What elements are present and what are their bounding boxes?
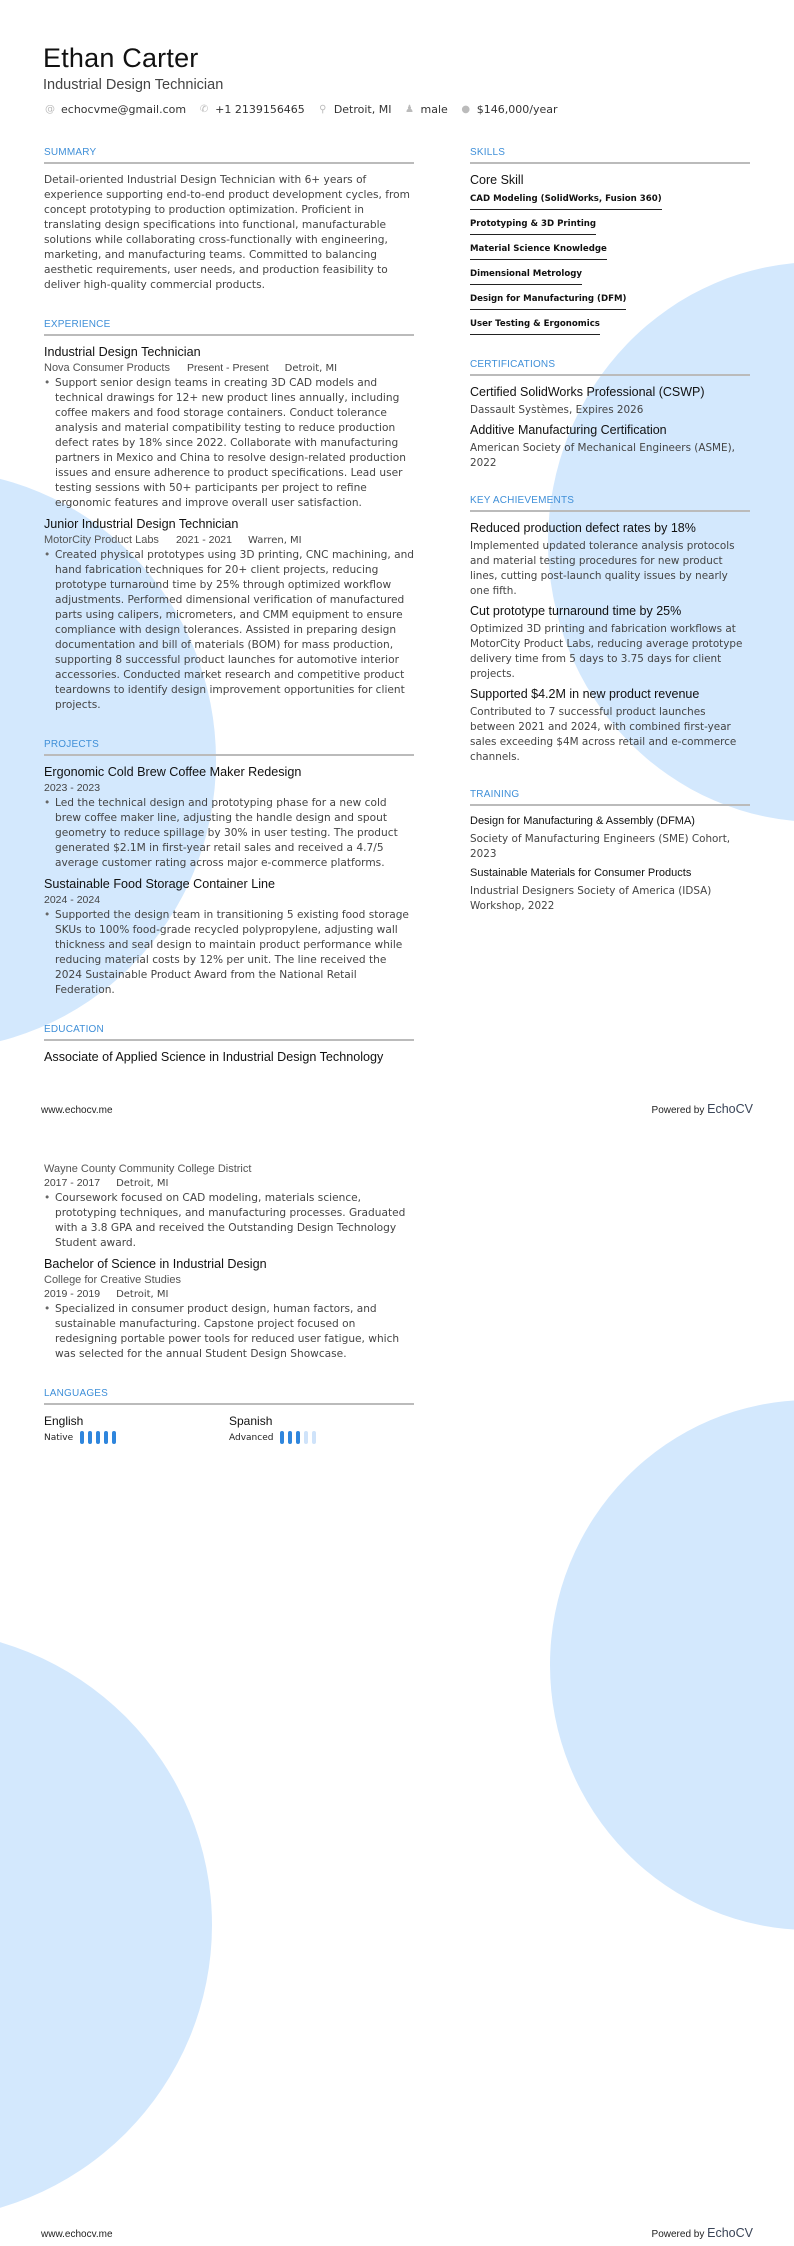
echocv-brand: EchoCV bbox=[707, 2226, 753, 2240]
education-school-row bbox=[44, 1163, 414, 1175]
achievement-desc: Implemented updated tolerance analysis protocols and material testing procedures for new product lines, cutting post-launch quality issues by nearly one fifth. bbox=[470, 540, 735, 597]
echocv-brand: EchoCV bbox=[707, 1102, 753, 1116]
project-item bbox=[44, 877, 414, 998]
footer-website-link[interactable]: www.echocv.me bbox=[41, 1105, 113, 1116]
skills-section bbox=[470, 147, 750, 341]
powered-by-label: Powered by bbox=[651, 1105, 705, 1116]
language-level: Advanced bbox=[229, 1432, 274, 1443]
bullet-icon: • bbox=[44, 797, 51, 809]
education-location: Detroit, MI bbox=[116, 1289, 169, 1300]
phone-icon: ✆ bbox=[199, 104, 209, 115]
languages-heading: LANGUAGES bbox=[44, 1388, 414, 1405]
contact-bar bbox=[45, 103, 571, 116]
education-meta bbox=[44, 1288, 414, 1300]
education-section-continued bbox=[44, 1163, 414, 1362]
projects-heading: PROJECTS bbox=[44, 739, 414, 756]
job-bullet-text: Created physical prototypes using 3D printing, CNC machining, and hand fabrication techniques for 20+ client projects, reducing prototype turnaround time by 25% through optimized workflow adjustments. Performed dimensional verification of manufactured parts using calipers, micrometers, and CMM equipment to ensure compliance with design tolerances. Assisted in preparing design documentation and bill of materials (BOM) for mass production, supporting 8 successful product launches for automotive interior accessories. Conducted market research and competitive product teardowns to identify design improvement opportunities for client projects. bbox=[55, 549, 415, 711]
education-dates: 2019 - 2019 bbox=[44, 1288, 101, 1300]
bullet-icon: • bbox=[44, 1192, 51, 1204]
language-name: Spanish bbox=[229, 1414, 273, 1428]
language-level-row bbox=[44, 1431, 229, 1444]
education-dates: 2017 - 2017 bbox=[44, 1177, 101, 1189]
contact-location-text: Detroit, MI bbox=[333, 103, 392, 116]
achievement-title: Reduced production defect rates by 18% bbox=[470, 521, 696, 535]
project-dates: 2024 - 2024 bbox=[44, 894, 101, 906]
school-name: College for Creative Studies bbox=[44, 1274, 181, 1286]
proficiency-bar-empty bbox=[304, 1431, 308, 1444]
project-dates: 2023 - 2023 bbox=[44, 782, 101, 794]
skill-chip: CAD Modeling (SolidWorks, Fusion 360) bbox=[470, 191, 662, 210]
summary-section bbox=[44, 147, 414, 293]
left-column-continued bbox=[44, 1163, 414, 1444]
candidate-title: Industrial Design Technician bbox=[43, 77, 224, 93]
footer-powered-by[interactable] bbox=[652, 1102, 753, 1116]
proficiency-bar-filled bbox=[288, 1431, 292, 1444]
project-meta bbox=[44, 894, 414, 906]
skills-group-title: Core Skill bbox=[470, 173, 524, 187]
certifications-section bbox=[470, 359, 750, 471]
location-pin-icon: ⚲ bbox=[319, 104, 327, 115]
education-item bbox=[44, 1163, 414, 1251]
contact-gender-text: male bbox=[420, 103, 448, 116]
job-dates: Present - Present bbox=[186, 362, 269, 374]
education-meta bbox=[44, 1177, 414, 1189]
training-section bbox=[470, 789, 750, 914]
education-bullet bbox=[44, 1191, 414, 1251]
project-item bbox=[44, 765, 414, 871]
education-bullet-text: Coursework focused on CAD modeling, materials science, prototyping techniques, and manufacturing processes. Graduated with a 3.8 GPA and received the Outstanding Design Technology Student award. bbox=[55, 1192, 406, 1249]
experience-heading: EXPERIENCE bbox=[44, 319, 414, 336]
education-bullet bbox=[44, 1302, 414, 1362]
training-org: Society of Manufacturing Engineers (SME) Cohort, 2023 bbox=[470, 833, 731, 860]
dollar-icon: ● bbox=[461, 104, 471, 115]
certification-issuer: American Society of Mechanical Engineers (ASME), 2022 bbox=[470, 442, 735, 469]
achievement-desc: Optimized 3D printing and fabrication workflows at MotorCity Product Labs, reducing average prototype delivery time from 5 days to 3.75 days for client projects. bbox=[470, 623, 743, 680]
company-name: MotorCity Product Labs bbox=[44, 534, 159, 546]
skill-chip: Material Science Knowledge bbox=[470, 241, 607, 260]
contact-salary bbox=[461, 103, 558, 116]
footer-powered-by[interactable] bbox=[652, 2226, 753, 2240]
proficiency-bar-empty bbox=[312, 1431, 316, 1444]
contact-email[interactable] bbox=[45, 103, 186, 116]
job-location: Warren, MI bbox=[248, 535, 302, 546]
decorative-circle-right bbox=[550, 1400, 794, 1930]
training-title: Sustainable Materials for Consumer Products bbox=[470, 867, 692, 879]
education-bullet-text: Specialized in consumer product design, human factors, and sustainable manufacturing. Capstone project focused on redesigning portable power tools for reduced user fatigue, which was selected for the annual Student Design Showcase. bbox=[55, 1303, 400, 1360]
project-bullet-text: Supported the design team in transitioning 5 existing food storage SKUs to 100% food-grade recycled polypropylene, adjusting wall thickness and seal design to maintain product performance while reducing material costs by 12% per unit. The line received the 2024 Sustainable Product Award from the National Retail Federation. bbox=[55, 909, 409, 996]
proficiency-bar-filled bbox=[280, 1431, 284, 1444]
right-column bbox=[470, 147, 750, 919]
job-bullet-text: Support senior design teams in creating 3D CAD models and technical drawings for 12+ new product lines annually, including coffee makers and food storage containers. Conduct tolerance analysis and material compatibility testing to reduce production defect rates by 18% since 2022. Collaborate with manufacturing partners in Mexico and China to resolve design-related production issues and ensure adherence to product specifications. Lead user testing sessions with 50+ participants per project to refine ergonomic features and improve overall user satisfaction. bbox=[55, 377, 406, 509]
project-bullet bbox=[44, 908, 414, 998]
proficiency-bars bbox=[280, 1431, 320, 1444]
resume-page-2 bbox=[0, 1123, 794, 2246]
degree-title: Associate of Applied Science in Industrial Design Technology bbox=[44, 1050, 384, 1064]
school-name: Wayne County Community College District bbox=[44, 1163, 252, 1175]
achievement-title: Supported $4.2M in new product revenue bbox=[470, 687, 700, 701]
project-bullet bbox=[44, 796, 414, 871]
achievements-heading: KEY ACHIEVEMENTS bbox=[470, 495, 750, 512]
experience-item bbox=[44, 517, 414, 713]
certification-issuer: Dassault Systèmes, Expires 2026 bbox=[470, 404, 644, 416]
job-title: Industrial Design Technician bbox=[44, 345, 201, 359]
training-title: Design for Manufacturing & Assembly (DFMA) bbox=[470, 815, 695, 827]
candidate-name: Ethan Carter bbox=[43, 43, 199, 73]
skill-chip: Design for Manufacturing (DFM) bbox=[470, 291, 626, 310]
bullet-icon: • bbox=[44, 1303, 51, 1315]
contact-gender bbox=[404, 103, 447, 116]
education-item bbox=[44, 1257, 414, 1362]
degree-title: Bachelor of Science in Industrial Design bbox=[44, 1257, 267, 1271]
education-location: Detroit, MI bbox=[116, 1178, 169, 1189]
experience-item bbox=[44, 345, 414, 511]
experience-section bbox=[44, 319, 414, 713]
language-level: Native bbox=[44, 1432, 74, 1443]
bullet-icon: • bbox=[44, 377, 51, 389]
contact-email-text: echocvme@gmail.com bbox=[61, 103, 187, 116]
languages-list bbox=[44, 1414, 414, 1444]
training-heading: TRAINING bbox=[470, 789, 750, 806]
skill-chip: User Testing & Ergonomics bbox=[470, 316, 600, 335]
proficiency-bars bbox=[80, 1431, 120, 1444]
job-bullet bbox=[44, 548, 414, 713]
person-icon: ♟ bbox=[405, 104, 414, 115]
language-item bbox=[229, 1414, 414, 1444]
achievements-section bbox=[470, 495, 750, 765]
certification-title: Additive Manufacturing Certification bbox=[470, 423, 667, 437]
projects-section bbox=[44, 739, 414, 998]
education-section bbox=[44, 1024, 414, 1064]
skills-list bbox=[470, 191, 750, 341]
project-title: Ergonomic Cold Brew Coffee Maker Redesign bbox=[44, 765, 302, 779]
job-title: Junior Industrial Design Technician bbox=[44, 517, 239, 531]
contact-location bbox=[318, 103, 392, 116]
proficiency-bar-filled bbox=[112, 1431, 116, 1444]
proficiency-bar-filled bbox=[104, 1431, 108, 1444]
job-meta bbox=[44, 362, 414, 374]
education-heading: EDUCATION bbox=[44, 1024, 414, 1041]
contact-phone-text: +1 2139156465 bbox=[215, 103, 305, 116]
language-item bbox=[44, 1414, 229, 1444]
education-school-row bbox=[44, 1274, 414, 1286]
bullet-icon: • bbox=[44, 549, 51, 561]
proficiency-bar-filled bbox=[80, 1431, 84, 1444]
language-name: English bbox=[44, 1414, 84, 1428]
footer-website-link[interactable]: www.echocv.me bbox=[41, 2229, 113, 2240]
achievement-title: Cut prototype turnaround time by 25% bbox=[470, 604, 682, 618]
summary-text: Detail-oriented Industrial Design Technician with 6+ years of experience supporting end-to-end product development cycles, from concept prototyping to production optimization. Proficient in translating design specifications into functional, manufacturable solutions while collaborating cross-functionally with engineering, marketing, and manufacturing teams. Committed to balancing aesthetic requirements, user needs, and production feasibility to deliver high-quality commercial products. bbox=[44, 174, 410, 291]
contact-salary-text: $146,000/year bbox=[476, 103, 558, 116]
company-name: Nova Consumer Products bbox=[44, 362, 170, 374]
decorative-circle-left bbox=[0, 1630, 212, 2220]
certifications-heading: CERTIFICATIONS bbox=[470, 359, 750, 376]
project-meta bbox=[44, 782, 414, 794]
training-org: Industrial Designers Society of America (IDSA) Workshop, 2022 bbox=[470, 885, 712, 912]
job-meta bbox=[44, 534, 414, 546]
powered-by-label: Powered by bbox=[651, 2229, 705, 2240]
left-column bbox=[44, 147, 414, 1067]
certification-title: Certified SolidWorks Professional (CSWP) bbox=[470, 385, 705, 399]
job-dates: 2021 - 2021 bbox=[175, 534, 232, 546]
summary-heading: SUMMARY bbox=[44, 147, 414, 164]
project-title: Sustainable Food Storage Container Line bbox=[44, 877, 276, 891]
at-icon: @ bbox=[45, 104, 55, 115]
project-bullet-text: Led the technical design and prototyping phase for a new cold brew coffee maker line, adjusting the handle design and spout geometry to reduce spillage by 30% in user testing. The product generated $2.1M in first-year retail sales and received a 4.7/5 average customer rating across major e-commerce platforms. bbox=[55, 797, 398, 869]
proficiency-bar-filled bbox=[96, 1431, 100, 1444]
proficiency-bar-filled bbox=[296, 1431, 300, 1444]
bullet-icon: • bbox=[44, 909, 51, 921]
proficiency-bar-filled bbox=[88, 1431, 92, 1444]
contact-phone[interactable] bbox=[199, 103, 305, 116]
skill-chip: Prototyping & 3D Printing bbox=[470, 216, 596, 235]
languages-section bbox=[44, 1388, 414, 1444]
achievement-desc: Contributed to 7 successful product launches between 2021 and 2024, with combined first-year sales exceeding $4M across retail and e-commerce channels. bbox=[470, 706, 737, 763]
skills-heading: SKILLS bbox=[470, 147, 750, 164]
job-bullet bbox=[44, 376, 414, 511]
skill-chip: Dimensional Metrology bbox=[470, 266, 582, 285]
language-level-row bbox=[229, 1431, 414, 1444]
job-location: Detroit, MI bbox=[284, 363, 338, 374]
